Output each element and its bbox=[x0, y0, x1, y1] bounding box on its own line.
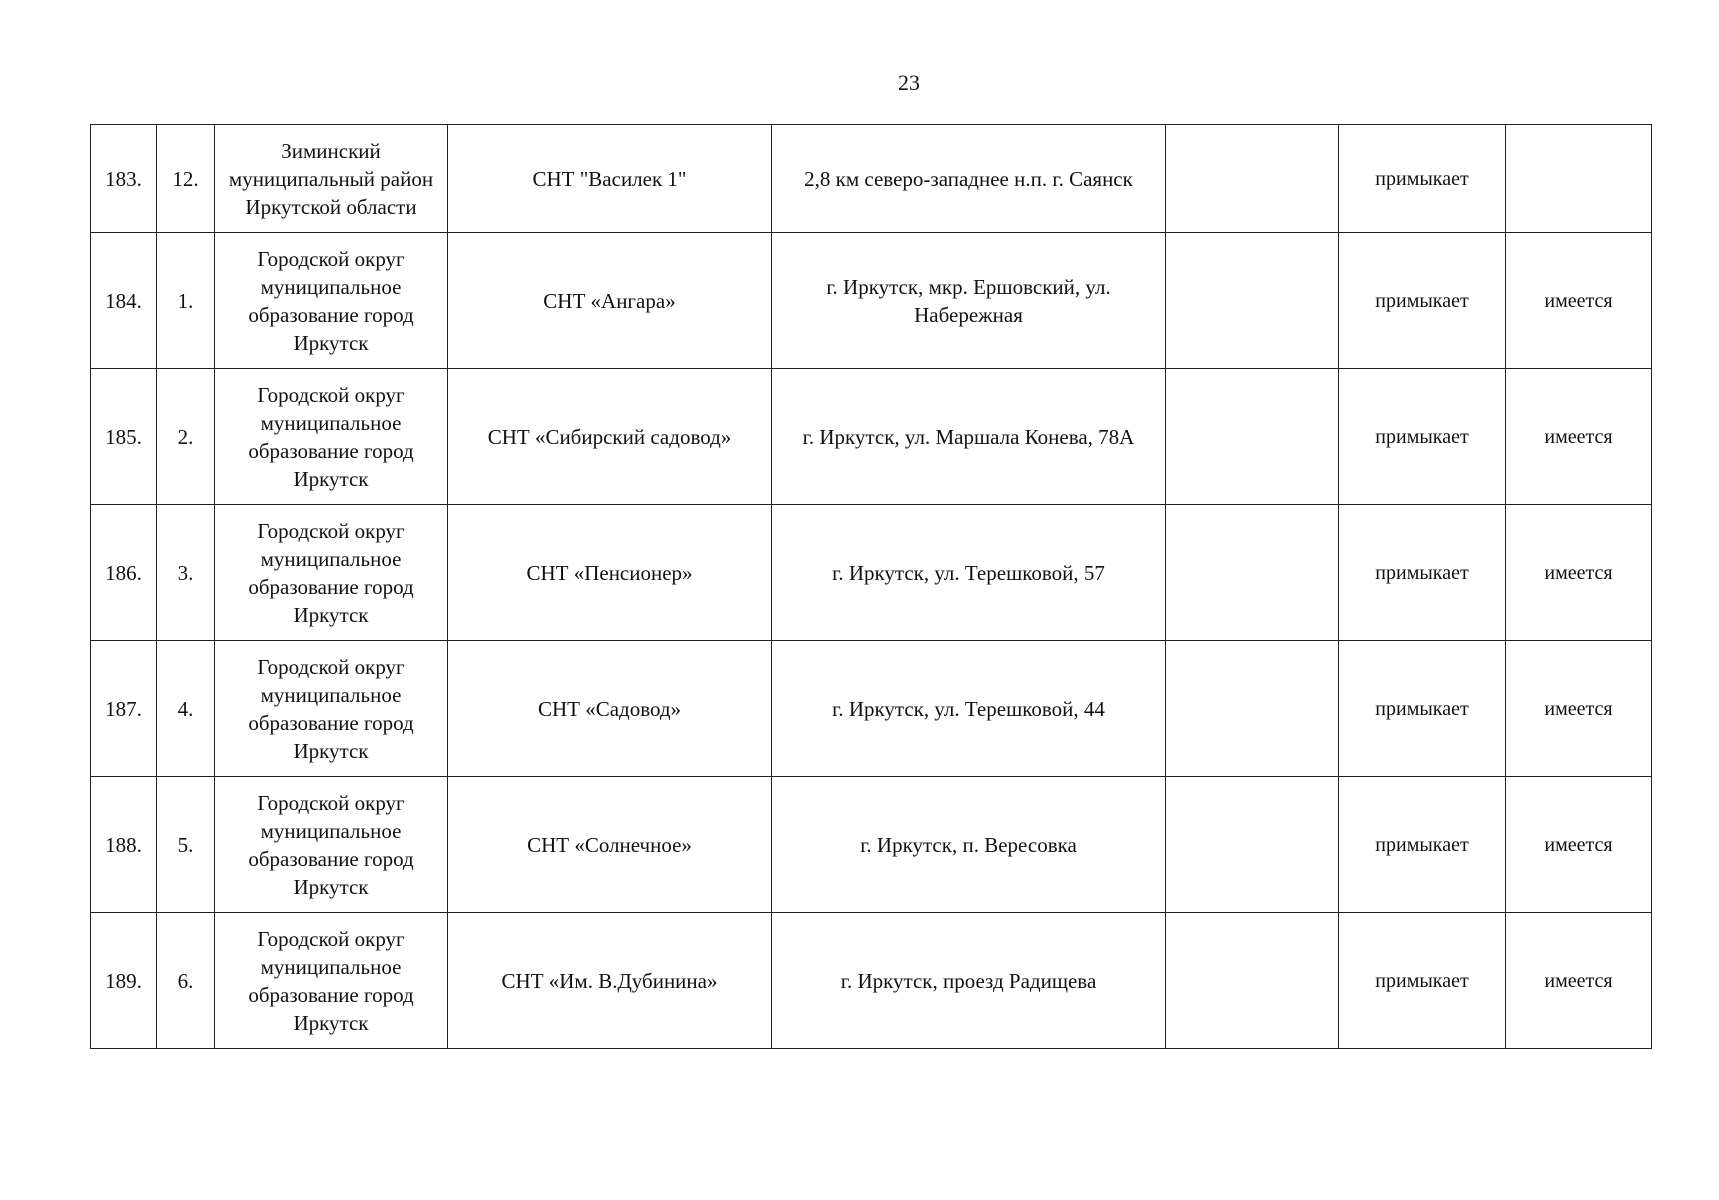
row-number: 186. bbox=[91, 505, 157, 641]
snt-name-cell: СНТ «Им. В.Дубинина» bbox=[448, 913, 772, 1049]
snt-name-cell: СНТ "Василек 1" bbox=[448, 125, 772, 233]
municipality-cell: Городской округ муниципальное образование город Иркутск bbox=[215, 913, 448, 1049]
municipality-cell: Городской округ муниципальное образование город Иркутск bbox=[215, 505, 448, 641]
table-row bbox=[91, 641, 1652, 777]
snt-name-cell: СНТ «Садовод» bbox=[448, 641, 772, 777]
municipality-cell: Городской округ муниципальное образование город Иркутск bbox=[215, 233, 448, 369]
availability-cell: имеется bbox=[1506, 233, 1652, 369]
registry-table bbox=[90, 124, 1652, 1049]
empty-cell bbox=[1166, 641, 1339, 777]
municipality-cell: Городской округ муниципальное образование город Иркутск bbox=[215, 641, 448, 777]
table-row bbox=[91, 125, 1652, 233]
availability-cell: имеется bbox=[1506, 777, 1652, 913]
sub-number: 1. bbox=[157, 233, 215, 369]
table-row bbox=[91, 913, 1652, 1049]
address-cell: 2,8 км северо-западнее н.п. г. Саянск bbox=[772, 125, 1166, 233]
sub-number: 12. bbox=[157, 125, 215, 233]
row-number: 187. bbox=[91, 641, 157, 777]
row-number: 184. bbox=[91, 233, 157, 369]
status-cell: примыкает bbox=[1339, 777, 1506, 913]
table-row bbox=[91, 233, 1652, 369]
sub-number: 2. bbox=[157, 369, 215, 505]
sub-number: 3. bbox=[157, 505, 215, 641]
status-cell: примыкает bbox=[1339, 125, 1506, 233]
sub-number: 5. bbox=[157, 777, 215, 913]
empty-cell bbox=[1166, 125, 1339, 233]
empty-cell bbox=[1166, 233, 1339, 369]
empty-cell bbox=[1166, 505, 1339, 641]
address-cell: г. Иркутск, п. Вересовка bbox=[772, 777, 1166, 913]
availability-cell: имеется bbox=[1506, 505, 1652, 641]
row-number: 183. bbox=[91, 125, 157, 233]
empty-cell bbox=[1166, 777, 1339, 913]
status-cell: примыкает bbox=[1339, 369, 1506, 505]
availability-cell bbox=[1506, 125, 1652, 233]
table-row bbox=[91, 777, 1652, 913]
municipality-cell: Городской округ муниципальное образование город Иркутск bbox=[215, 777, 448, 913]
row-number: 185. bbox=[91, 369, 157, 505]
page-number: 23 bbox=[898, 70, 920, 95]
address-cell: г. Иркутск, ул. Маршала Конева, 78А bbox=[772, 369, 1166, 505]
municipality-cell: Городской округ муниципальное образование город Иркутск bbox=[215, 369, 448, 505]
row-number: 189. bbox=[91, 913, 157, 1049]
availability-cell: имеется bbox=[1506, 641, 1652, 777]
status-cell: примыкает bbox=[1339, 505, 1506, 641]
availability-cell: имеется bbox=[1506, 369, 1652, 505]
table-row bbox=[91, 505, 1652, 641]
status-cell: примыкает bbox=[1339, 233, 1506, 369]
snt-name-cell: СНТ «Солнечное» bbox=[448, 777, 772, 913]
table-row bbox=[91, 369, 1652, 505]
status-cell: примыкает bbox=[1339, 641, 1506, 777]
availability-cell: имеется bbox=[1506, 913, 1652, 1049]
snt-name-cell: СНТ «Сибирский садовод» bbox=[448, 369, 772, 505]
address-cell: г. Иркутск, мкр. Ершовский, ул. Набережная bbox=[772, 233, 1166, 369]
address-cell: г. Иркутск, ул. Терешковой, 44 bbox=[772, 641, 1166, 777]
empty-cell bbox=[1166, 913, 1339, 1049]
row-number: 188. bbox=[91, 777, 157, 913]
sub-number: 4. bbox=[157, 641, 215, 777]
address-cell: г. Иркутск, ул. Терешковой, 57 bbox=[772, 505, 1166, 641]
snt-name-cell: СНТ «Пенсионер» bbox=[448, 505, 772, 641]
empty-cell bbox=[1166, 369, 1339, 505]
snt-name-cell: СНТ «Ангара» bbox=[448, 233, 772, 369]
address-cell: г. Иркутск, проезд Радищева bbox=[772, 913, 1166, 1049]
sub-number: 6. bbox=[157, 913, 215, 1049]
municipality-cell: Зиминский муниципальный район Иркутской области bbox=[215, 125, 448, 233]
status-cell: примыкает bbox=[1339, 913, 1506, 1049]
